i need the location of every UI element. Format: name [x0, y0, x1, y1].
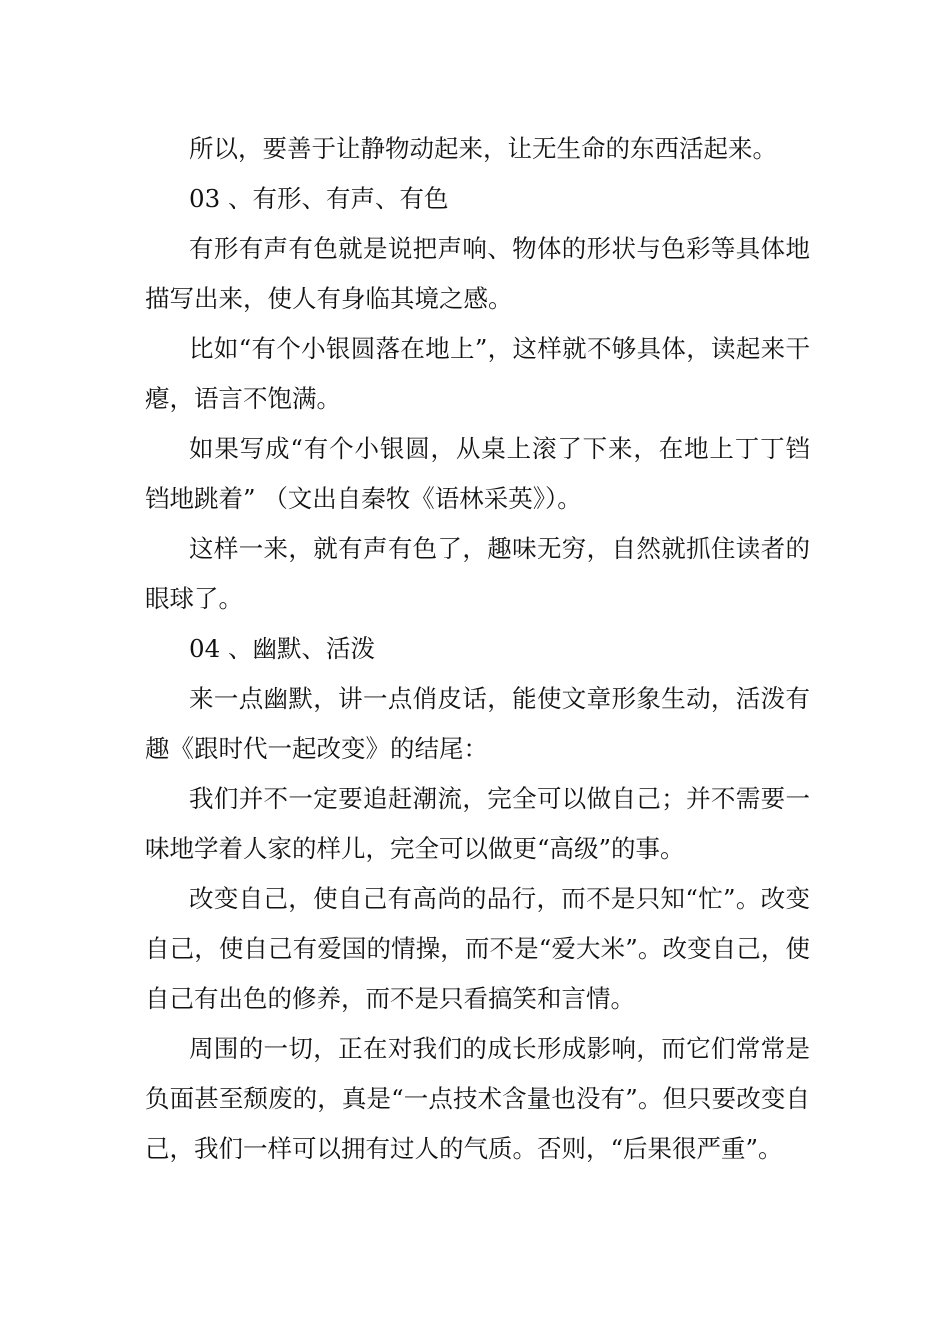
- section-heading-04: 04 、幽默、活泼: [189, 634, 375, 663]
- paragraph-change-yourself: 改变自己，使自己有高尚的品行，而不是只知“忙”。改变自己，使自己有爱国的情操，而不是“爱大米”。改变自己，使自己有出色的修养，而不是只看搞笑和言情。: [145, 884, 810, 1013]
- paragraph-vivid-result: 这样一来，就有声有色了，趣味无穷，自然就抓住读者的眼球了。: [145, 534, 810, 613]
- section-heading-03: 03 、有形、有声、有色: [189, 184, 449, 213]
- document-body: [145, 124, 810, 1174]
- paragraph-surroundings: 周围的一切，正在对我们的成长形成影响，而它们常常是负面甚至颓废的，真是“一点技术含量也没有”。但只要改变自己，我们一样可以拥有过人的气质。否则，“后果很严重”。: [145, 1034, 810, 1163]
- paragraph-silver-coin-example: 比如“有个小银圆落在地上”，这样就不够具体，读起来干瘪，语言不饱满。: [145, 334, 810, 413]
- paragraph-rewritten-example: 如果写成“有个小银圆，从桌上滚了下来，在地上丁丁铛铛地跳着” （文出自秦牧《语林采英》）。: [145, 434, 810, 513]
- paragraph-shape-sound-color: 有形有声有色就是说把声响、物体的形状与色彩等具体地描写出来，使人有身临其境之感。: [145, 234, 810, 313]
- paragraph-still-objects: 所以，要善于让静物动起来，让无生命的东西活起来。: [189, 134, 777, 163]
- paragraph-be-yourself: 我们并不一定要追赶潮流，完全可以做自己；并不需要一味地学着人家的样儿，完全可以做更“高级”的事。: [145, 784, 810, 863]
- paragraph-humor-intro: 来一点幽默，讲一点俏皮话，能使文章形象生动，活泼有趣《跟时代一起改变》的结尾：: [145, 684, 810, 763]
